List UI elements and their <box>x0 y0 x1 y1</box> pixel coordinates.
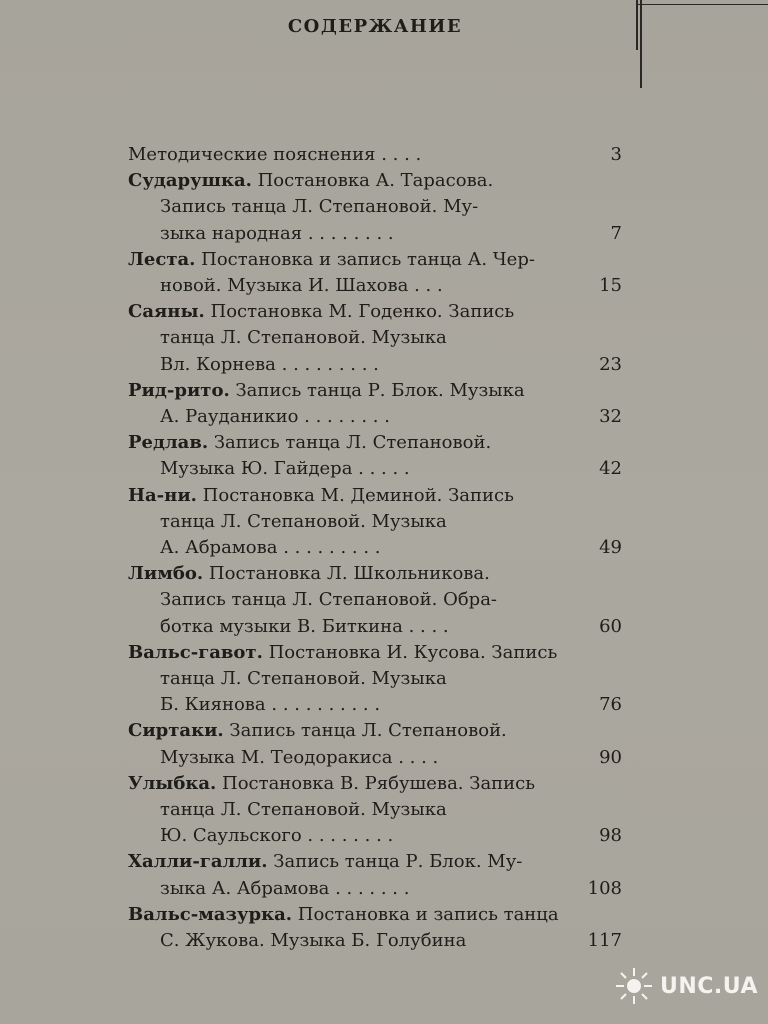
toc-entry-line <box>160 744 438 772</box>
dance-name: Леста. <box>128 248 196 270</box>
toc-entry-line <box>160 665 447 693</box>
toc-entry-line <box>160 534 381 562</box>
dance-name: Сударушка. <box>128 170 252 192</box>
entry-text: Постановка А. Тарасова. <box>251 170 494 192</box>
toc-entry-line <box>160 351 379 379</box>
toc-entry-title <box>128 429 491 457</box>
toc-entry-line <box>160 455 410 483</box>
entry-text: Запись танца Р. Блок. Му- <box>267 851 523 873</box>
entry-text: танца Л. Степановой. Музыка <box>160 668 447 689</box>
entry-text: Постановка М. Годенко. Запись <box>204 301 515 323</box>
entry-text: Постановка М. Деминой. Запись <box>196 484 514 506</box>
entry-text: Запись танца Л. Степановой. <box>208 432 492 454</box>
entry-text: Запись танца Л. Степановой. <box>223 720 507 742</box>
dance-name: Сиртаки. <box>128 720 224 742</box>
entry-text: танца Л. Степановой. Музыка <box>160 510 447 532</box>
sun-icon <box>614 966 654 1006</box>
page-number: 117 <box>587 930 622 951</box>
toc-entry-line <box>160 796 447 824</box>
entry-text: Музыка Ю. Гайдера . . . . . <box>160 458 410 480</box>
entry-text: зыка А. Абрамова . . . . . . . <box>160 877 410 899</box>
entry-text: танца Л. Степановой. Музыка <box>160 327 447 349</box>
toc-entry-title <box>128 246 535 274</box>
watermark-logo <box>614 956 758 1016</box>
toc-entry-line <box>160 403 390 431</box>
page-number: 60 <box>599 615 622 637</box>
entry-text: Постановка И. Кусова. Запись <box>262 641 558 663</box>
page-number: 7 <box>610 222 622 244</box>
page-number: 3 <box>610 144 622 165</box>
page-number: 76 <box>599 694 622 716</box>
toc-entry-line <box>160 508 447 536</box>
toc-entry-line <box>160 875 409 903</box>
watermark-text: UNC.UA <box>660 973 758 999</box>
entry-text: ботка музыки В. Биткина . . . . <box>160 615 449 637</box>
page-title: СОДЕРЖАНИЕ <box>287 16 463 37</box>
dance-name: Саяны. <box>128 301 205 323</box>
page-number: 49 <box>599 537 622 558</box>
toc-entry-line <box>160 822 393 850</box>
dance-name: Улыбка. <box>128 772 217 794</box>
toc-entry-title <box>128 298 514 326</box>
entry-text: А. Рауданикио . . . . . . . . <box>160 406 390 427</box>
page-number: 42 <box>599 458 622 480</box>
entry-text: Запись танца Л. Степановой. Обра- <box>160 589 498 611</box>
toc-entry-line <box>160 220 394 248</box>
toc-entry-line <box>160 272 443 300</box>
toc-entry-title <box>128 377 525 405</box>
dance-name: Халли-галли. <box>128 851 268 873</box>
toc-entry-line <box>160 324 447 352</box>
dance-name: Лимбо. <box>128 563 204 585</box>
toc-entry-title <box>128 482 514 510</box>
entry-text: Запись танца Р. Блок. Музыка <box>229 379 525 401</box>
entry-text: зыка народная . . . . . . . . <box>160 222 394 244</box>
entry-text: Запись танца Л. Степановой. Му- <box>160 196 479 218</box>
toc-entry-line <box>160 193 478 221</box>
page-number: 98 <box>599 825 622 847</box>
entry-text: Постановка В. Рябушева. Запись <box>216 772 536 794</box>
entry-text: Ю. Саульского . . . . . . . . <box>160 825 394 847</box>
toc-entry-title <box>128 141 421 169</box>
toc-entry-title <box>128 848 522 876</box>
toc-entry-line <box>160 613 449 641</box>
toc-entry-title <box>128 717 507 745</box>
entry-text: Б. Киянова . . . . . . . . . . <box>160 694 381 716</box>
entry-text: Постановка Л. Школьникова. <box>203 563 490 585</box>
toc-entry-title <box>128 560 490 588</box>
dance-name: На-ни. <box>128 484 197 506</box>
page-number: 32 <box>599 406 622 427</box>
entry-text: С. Жукова. Музыка Б. Голубина <box>160 930 467 951</box>
entry-text: Музыка М. Теодоракиса . . . . <box>160 746 439 768</box>
dance-name: Редлав. <box>128 432 209 454</box>
page-number: 15 <box>599 275 622 296</box>
page-number: 108 <box>587 877 622 899</box>
toc-entry-title <box>128 770 535 798</box>
page-number: 90 <box>599 746 622 768</box>
dance-name: Рид-рито. <box>128 379 230 401</box>
dance-name: Вальс-гавот. <box>128 641 263 663</box>
dance-name: Вальс-мазурка. <box>128 903 293 925</box>
entry-text: А. Абрамова . . . . . . . . . <box>160 537 381 558</box>
entry-text: танца Л. Степановой. Музыка <box>160 799 447 820</box>
entry-text: новой. Музыка И. Шахова . . . <box>160 275 443 296</box>
entry-text: Методические пояснения . . . . <box>128 144 422 165</box>
page-number: 23 <box>599 353 622 375</box>
entry-text: Постановка и запись танца <box>292 903 559 925</box>
entry-text: Вл. Корнева . . . . . . . . . <box>160 353 379 375</box>
toc-entry-title <box>128 639 557 667</box>
toc-entry-title <box>128 167 493 195</box>
entry-text: Постановка и запись танца А. Чер- <box>195 248 535 270</box>
toc-entry-line <box>160 691 380 719</box>
toc-entry-title <box>128 901 559 929</box>
toc-entry-line <box>160 586 497 614</box>
toc-entry-line <box>160 927 466 955</box>
